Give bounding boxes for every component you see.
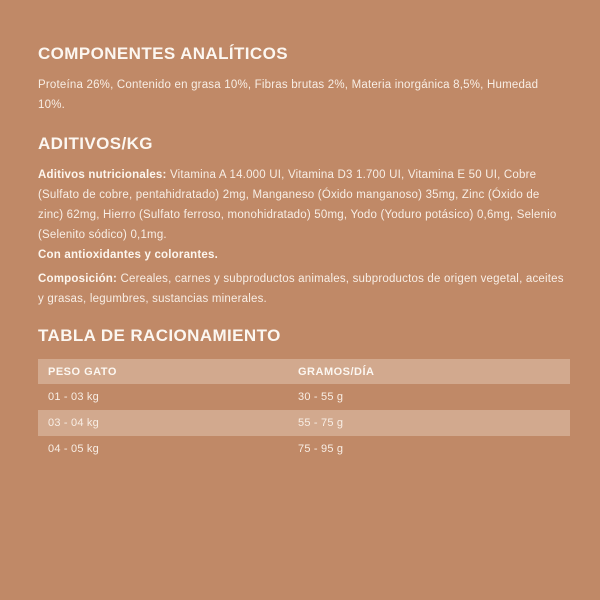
ration-table-heading: TABLA DE RACIONAMIENTO <box>38 326 281 345</box>
additives-body: Vitamina A 14.000 UI, Vitamina D3 1.700 UI, Vitamina E 50 UI, Cobre (Sulfato de cobre, pentahidratado) 2mg, Manganeso (Óxido manganoso) 35mg, Zinc (Óxido de zinc) 62mg, Hierro (Sulfato ferroso, monohidratado) 50mg, Yodo (Yoduro potásico) 0,6mg, Selenio (Selenito sódico) 0,1mg. <box>38 169 557 241</box>
ration-table <box>38 359 570 462</box>
column-header-grams-per-day: GRAMOS/DÍA <box>288 359 570 384</box>
additives-note <box>38 245 568 265</box>
table-row <box>38 410 570 436</box>
additives-heading: ADITIVOS/KG <box>38 134 153 153</box>
ration-table-header-row <box>38 359 570 384</box>
analytical-components-heading: COMPONENTES ANALÍTICOS <box>38 44 288 63</box>
composition-body: Cereales, carnes y subproductos animales, subproductos de origen vegetal, aceites y grasas, legumbres, sustancias minerales. <box>38 273 564 305</box>
cell-weight-range: 04 - 05 kg <box>48 443 99 455</box>
table-row <box>38 384 570 410</box>
cell-grams-range: 75 - 95 g <box>298 443 344 455</box>
additives-text <box>38 165 568 245</box>
column-header-cat-weight: PESO GATO <box>38 359 288 384</box>
cell-weight-range: 01 - 03 kg <box>48 391 99 403</box>
analytical-components-text: Proteína 26%, Contenido en grasa 10%, Fibras brutas 2%, Materia inorgánica 8,5%, Humedad 10%. <box>38 79 539 111</box>
table-row <box>38 436 570 462</box>
additives-note-text: Con antioxidantes y colorantes. <box>38 249 219 261</box>
composition-text <box>38 269 568 309</box>
cell-grams-range: 55 - 75 g <box>288 410 570 436</box>
cell-weight-range: 03 - 04 kg <box>38 410 288 436</box>
cell-grams-range: 30 - 55 g <box>298 391 344 403</box>
additives-label: Aditivos nutricionales: <box>38 169 167 181</box>
composition-label: Composición: <box>38 273 118 285</box>
